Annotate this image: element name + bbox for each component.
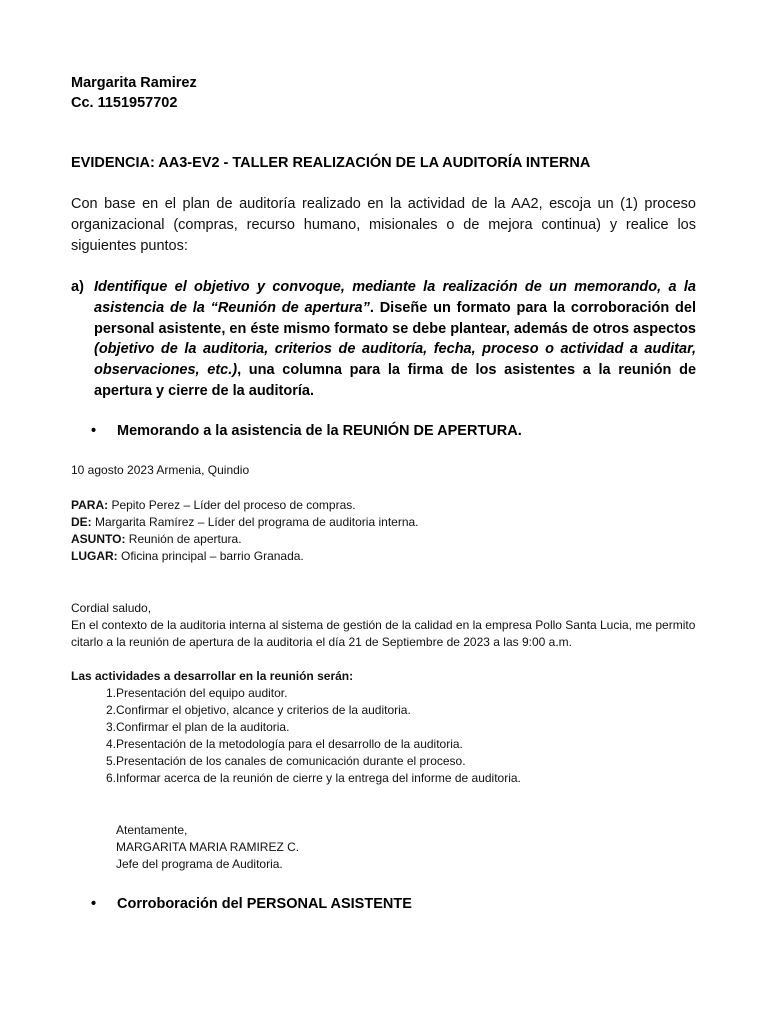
memo-fields xyxy=(71,497,419,565)
list-item: 3. Confirmar el plan de la auditoria. xyxy=(105,720,290,734)
item-a-text xyxy=(94,277,696,402)
bullet-icon: • xyxy=(91,423,97,439)
bullet-memorando-text: Memorando a la asistencia de la REUNIÓN DE APERTURA. xyxy=(117,423,522,439)
memo-date-place: 10 agosto 2023 Armenia, Quindio xyxy=(71,463,250,477)
bullet-memorando xyxy=(91,421,522,441)
item-a-part2: . Diseñe un formato para la corroboración del personal asistente, en éste mismo formato se debe plantear, además de otros aspectos xyxy=(94,299,696,337)
evidence-title: EVIDENCIA: AA3-EV2 - TALLER REALIZACIÓN DE LA AUDITORÍA INTERNA xyxy=(71,155,591,171)
memo-signer-role: Jefe del programa de Auditoria. xyxy=(116,857,283,871)
item-a-part4: , una columna para la firma de los asistentes a la reunión de apertura y cierre de la auditoría. xyxy=(94,362,697,399)
memo-context: En el contexto de la auditoria interna al sistema de gestión de la calidad en la empresa Pollo Santa Lucia, me permito citarlo a la reunión de apertura de la auditoria el día 21 de Septiembre de 2023 a las 9:00 a.m. xyxy=(71,618,696,649)
list-item: 6. Informar acerca de la reunión de cierre y la entrega del informe de auditoria. xyxy=(105,771,521,785)
memo-field-de: DE: Margarita Ramírez – Líder del programa de auditoria interna. xyxy=(71,515,419,529)
list-item: 1. Presentación del equipo auditor. xyxy=(105,686,288,700)
item-a-part1: Identifique el objetivo y convoque, mediante la realización de un memorando, a la asistencia de la “Reunión de apertura” xyxy=(94,279,696,316)
activities-list xyxy=(71,685,521,787)
item-a-part3: (objetivo de la auditoria, criterios de auditoría, fecha, proceso o actividad a auditar, observaciones, etc.) xyxy=(94,341,696,379)
memo-field-para: PARA: Pepito Perez – Líder del proceso de compras. xyxy=(71,498,356,512)
memo-field-asunto: ASUNTO: Reunión de apertura. xyxy=(71,532,242,546)
item-a-marker: a) xyxy=(71,279,84,295)
item-a xyxy=(71,277,696,402)
list-item: 5. Presentación de los canales de comunicación durante el proceso. xyxy=(105,754,466,768)
bullet-corroboracion-text: Corroboración del PERSONAL ASISTENTE xyxy=(117,896,412,912)
list-item: 2. Confirmar el objetivo, alcance y criterios de la auditoria. xyxy=(105,703,411,717)
bullet-icon: • xyxy=(91,896,97,912)
memo-greeting: Cordial saludo, xyxy=(71,601,152,615)
memo-signer: MARGARITA MARIA RAMIREZ C. xyxy=(116,840,300,854)
author-id: Cc. 1151957702 xyxy=(71,95,178,111)
list-item: 4. Presentación de la metodología para el desarrollo de la auditoria. xyxy=(105,737,463,751)
intro-paragraph: Con base en el plan de auditoría realizado en la actividad de la AA2, escoja un (1) proceso organizacional (compras, recurso humano, misionales o de mejora continua) y realice los siguientes puntos: xyxy=(71,196,696,254)
author-name: Margarita Ramirez xyxy=(71,75,197,91)
memo-closing: Atentamente, xyxy=(116,823,188,837)
memo-signature xyxy=(116,822,299,873)
activities-title: Las actividades a desarrollar en la reunión serán: xyxy=(71,669,354,683)
memo-field-lugar: LUGAR: Oficina principal – barrio Granada. xyxy=(71,549,304,563)
bullet-corroboracion xyxy=(91,894,412,914)
